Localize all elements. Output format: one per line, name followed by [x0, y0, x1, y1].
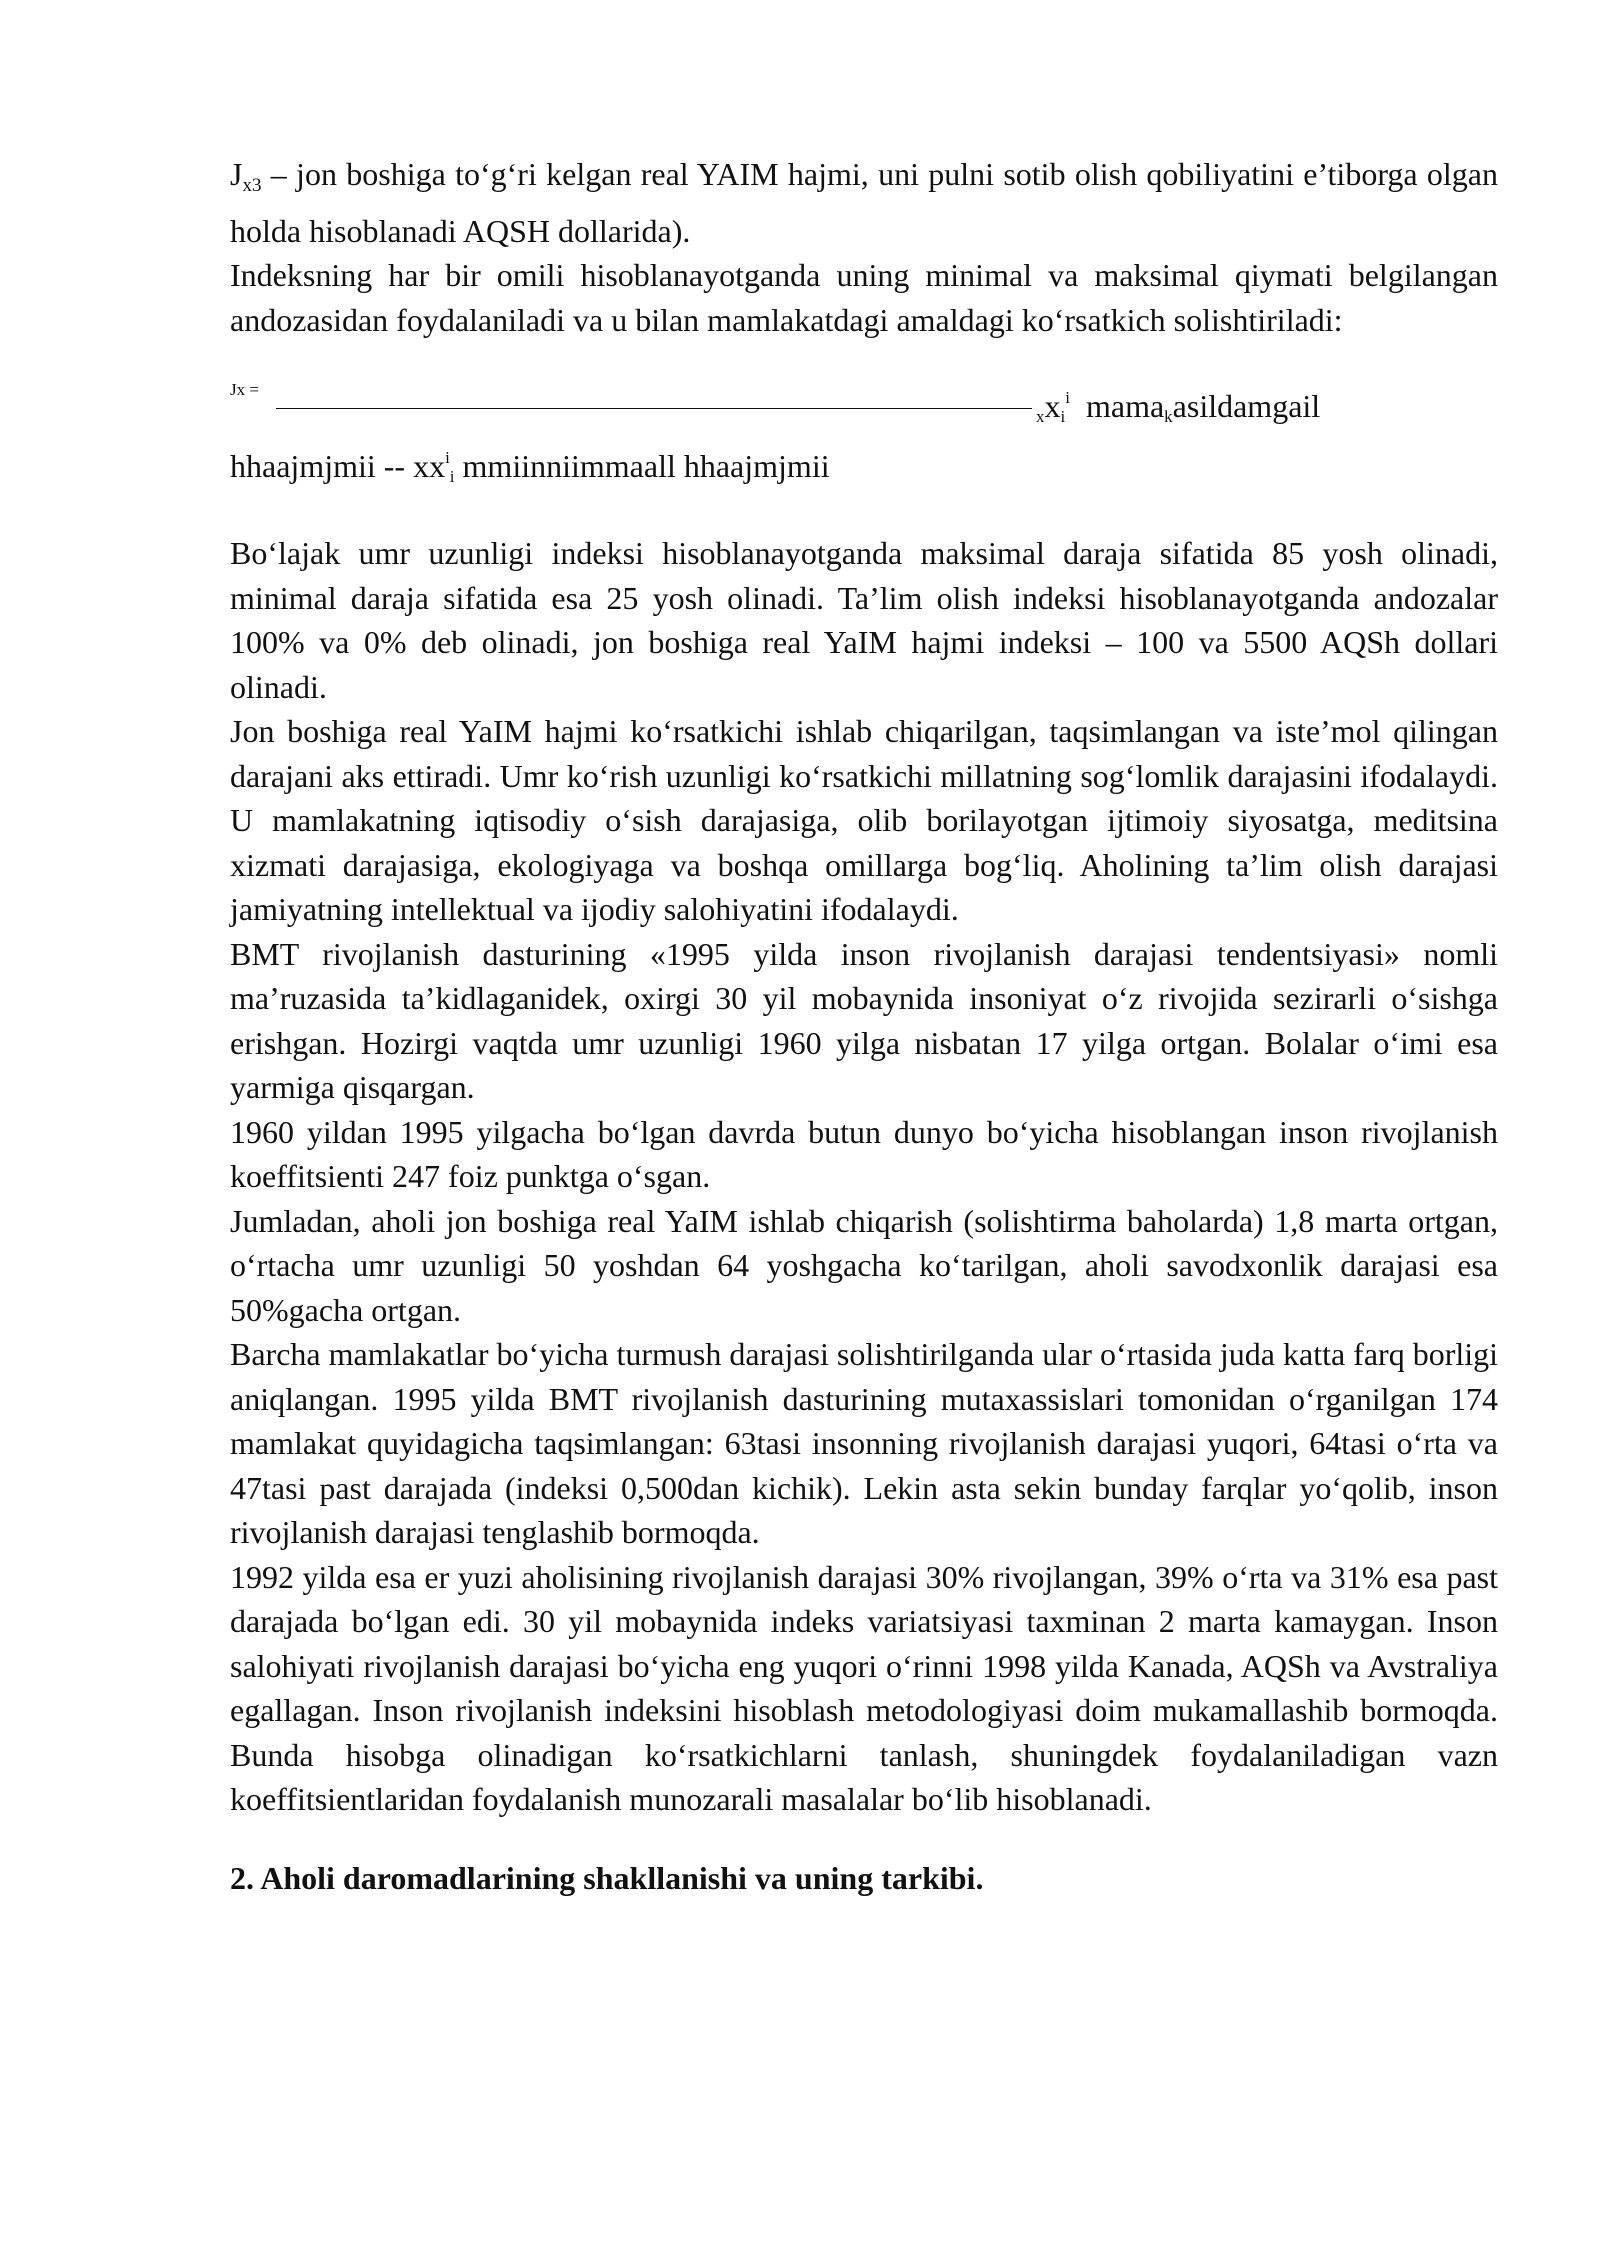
- paragraph-undp-report: BMT rivojlanish dasturining «1995 yilda inson rivojlanish darajasi tendentsiyasi» nomli ma’ruzasida ta’kidlaganidek, oxirgi 30 yil mobaynida insoniyat o‘z rivojida sezirarli o‘sishga erishgan. Hozirgi vaqtda umr uzunligi 1960 yilga nisbatan 17 yilga ortgan. Bolalar o‘imi esa yarmiga qisqargan.: [230, 935, 1498, 1105]
- paragraph-gdp-indicator: Jon boshiga real YaIM hajmi ko‘rsatkichi ishlab chiqarilgan, taqsimlangan va iste’mol qilingan darajani aks ettiradi. Umr ko‘rish uzunligi ko‘rsatkichi millatning sog‘lomlik darajasini ifodalaydi. U mamlakatning iqtisodiy o‘sish darajasiga, olib borilayotgan ijtimoiy siyosatga, meditsina xizmati darajasiga, ekologiyaga va boshqa omillarga bog‘liq. Aholining ta’lim olish darajasi jamiyatning intellektual va ijodiy salohiyatini ifodalaydi.: [230, 713, 1498, 927]
- paragraph-1992-distribution: 1992 yilda esa er yuzi aholisining rivojlanish darajasi 30% rivojlangan, 39% o‘rta va 31% esa past darajada bo‘lgan edi. 30 yil mobaynida indeks variatsiyasi taxminan 2 marta kamaygan. Inson salohiyati rivojlanish darajasi bo‘yicha eng yuqori o‘rinni 1998 yilda Kanada, AQSh va Avstraliya egallagan. Inson rivojlanish indeksini hisoblash metodologiyasi doim mukamallashib bormoqda. Bunda hisobga olinadigan ko‘rsatkichlarni tanlash, shuningdek foydalaniladigan vazn koeffitsientlaridan foydalanish munozarali masalalar bo‘lib hisoblanadi.: [230, 1558, 1498, 1817]
- jx3-definition: – jon boshiga to‘g‘ri kelgan real YAIM hajmi, uni pulni sotib olish qobiliyatini e’tiborga olgan holda hisoblanadi AQSH dollarida).: [230, 156, 1498, 249]
- jx3-symbol: J: [230, 156, 243, 192]
- formula-lhs: Jx =: [230, 380, 259, 399]
- paragraph-coefficient-growth: 1960 yildan 1995 yilgacha bo‘lgan davrda butun dunyo bo‘yicha hisoblangan inson rivojlanish koeffitsienti 247 foiz punktga o‘sgan.: [230, 1113, 1498, 1194]
- formula-numerator-tail: xxi$^i$ mamakasildamgail: [1036, 388, 1321, 426]
- formula-denominator: hhaajmjmii -- $xx^ii$ mmiinniimmaall hhaajmjmii: [230, 448, 830, 486]
- intro-paragraph: [230, 152, 1498, 253]
- paragraph-per-capita: Jumladan, aholi jon boshiga real YaIM ishlab chiqarish (solishtirma baholarda) 1,8 marta ortgan, o‘rtacha umr uzunligi 50 yoshdan 64 yoshgacha ko‘tarilgan, aholi savodxonlik darajasi esa 50%gacha ortgan.: [230, 1202, 1498, 1328]
- section-heading: 2. Aholi daromadlarining shakllanishi va uning tarkibi.: [230, 1859, 984, 1896]
- paragraph-life-expectancy: Bo‘lajak umr uzunligi indeksi hisoblanayotganda maksimal daraja sifatida 85 yosh olinadi, minimal daraja sifatida esa 25 yosh olinadi. Ta’lim olish indeksi hisoblanayotganda andozalar 100% va 0% deb olinadi, jon boshiga real YaIM hajmi indeksi – 100 va 5500 AQSh dollari olinadi.: [230, 535, 1498, 705]
- formula-fraction-line: [276, 408, 1032, 409]
- document-page: [230, 152, 1498, 1900]
- paragraph-index-factors: Indeksning har bir omili hisoblanayotganda uning minimal va maksimal qiymati belgilangan andozasidan foydalaniladi va u bilan mamlakatdagi amaldagi ko‘rsatkich solishtiriladi:: [230, 257, 1498, 338]
- paragraph-country-comparison: Barcha mamlakatlar bo‘yicha turmush darajasi solishtirilganda ular o‘rtasida juda katta farq borligi aniqlangan. 1995 yilda BMT rivojlanish dasturining mutaxassislari tomonidan o‘rganilgan 174 mamlakat quyidagicha taqsimlangan: 63tasi insonning rivojlanish darajasi yuqori, 64tasi o‘rta va 47tasi past darajada (indeksi 0,500dan kichik). Lekin asta sekin bunday farqlar yo‘qolib, inson rivojlanish darajasi tenglashib bormoqda.: [230, 1336, 1499, 1550]
- index-formula: [230, 376, 1498, 436]
- jx3-subscript: x3: [242, 175, 262, 196]
